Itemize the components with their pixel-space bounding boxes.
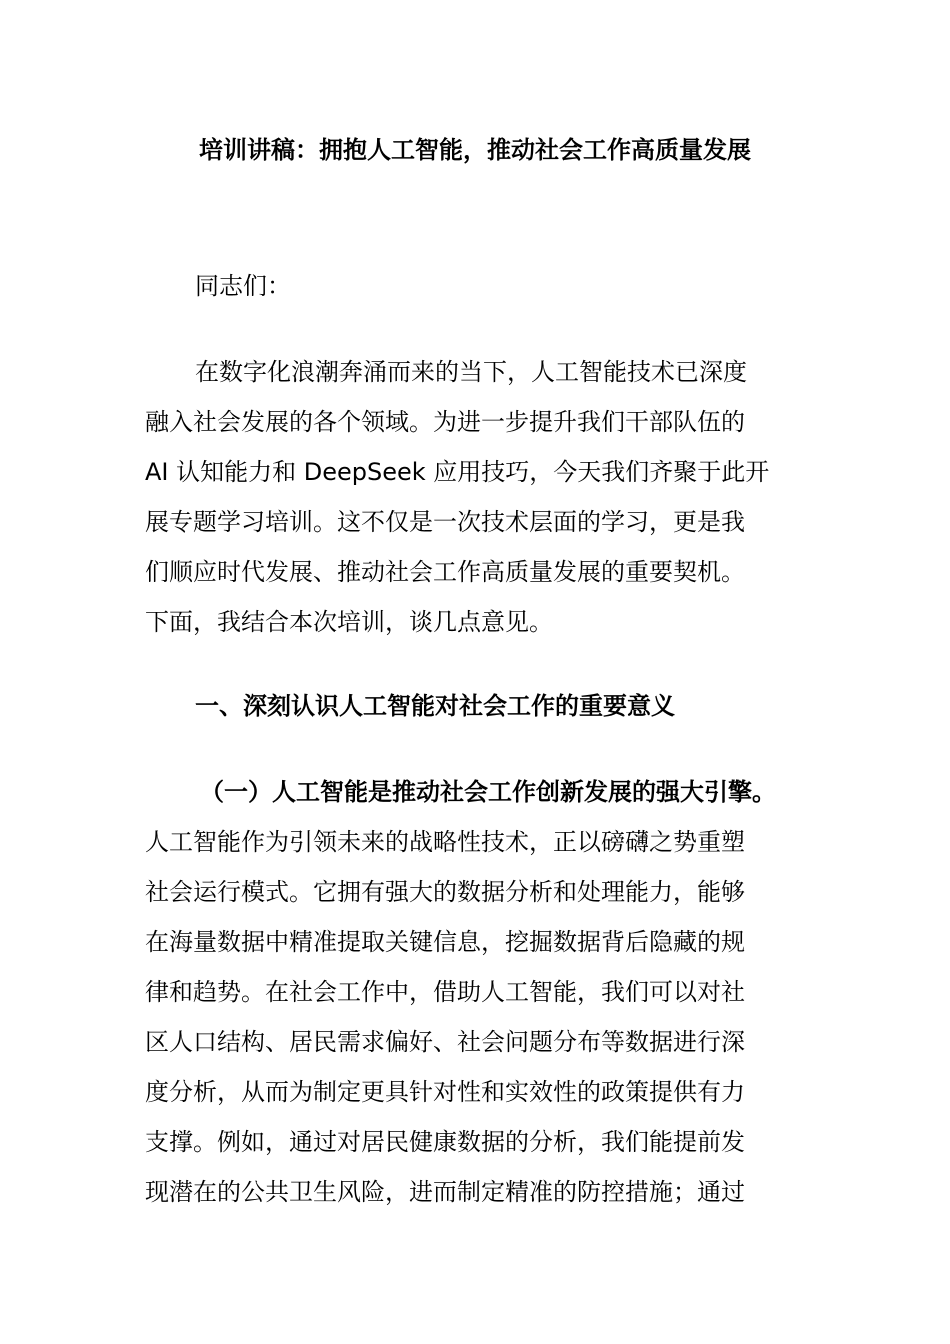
paragraph-line: 展专题学习培训。这不仅是一次技术层面的学习，更是我	[145, 508, 745, 536]
paragraph-line: 社会运行模式。它拥有强大的数据分析和处理能力，能够	[145, 878, 745, 906]
paragraph-line: 融入社会发展的各个领域。为进一步提升我们干部队伍的	[145, 408, 745, 436]
paragraph-line: 支撑。例如，通过对居民健康数据的分析，我们能提前发	[145, 1128, 745, 1156]
paragraph-line: 人工智能作为引领未来的战略性技术，正以磅礴之势重塑	[145, 828, 745, 856]
paragraph-line: AI 认知能力和 DeepSeek 应用技巧，今天我们齐聚于此开	[145, 458, 770, 486]
salutation: 同志们：	[195, 272, 291, 300]
paragraph-line: 度分析，从而为制定更具针对性和实效性的政策提供有力	[145, 1078, 745, 1106]
document-title: 培训讲稿：拥抱人工智能，推动社会工作高质量发展	[199, 136, 751, 164]
paragraph-line: 在数字化浪潮奔涌而来的当下，人工智能技术已深度	[195, 358, 747, 386]
section-heading: 一、深刻认识人工智能对社会工作的重要意义	[195, 692, 675, 720]
paragraph-line: 律和趋势。在社会工作中，借助人工智能，我们可以对社	[145, 978, 745, 1006]
paragraph-line: 下面，我结合本次培训，谈几点意见。	[145, 608, 553, 636]
paragraph-line: 们顺应时代发展、推动社会工作高质量发展的重要契机。	[145, 558, 745, 586]
paragraph-line: 在海量数据中精准提取关键信息，挖掘数据背后隐藏的规	[145, 928, 745, 956]
subsection-heading: （一）人工智能是推动社会工作创新发展的强大引擎。	[200, 778, 776, 806]
paragraph-line: 现潜在的公共卫生风险，进而制定精准的防控措施；通过	[145, 1178, 745, 1206]
paragraph-line: 区人口结构、居民需求偏好、社会问题分布等数据进行深	[145, 1028, 745, 1056]
